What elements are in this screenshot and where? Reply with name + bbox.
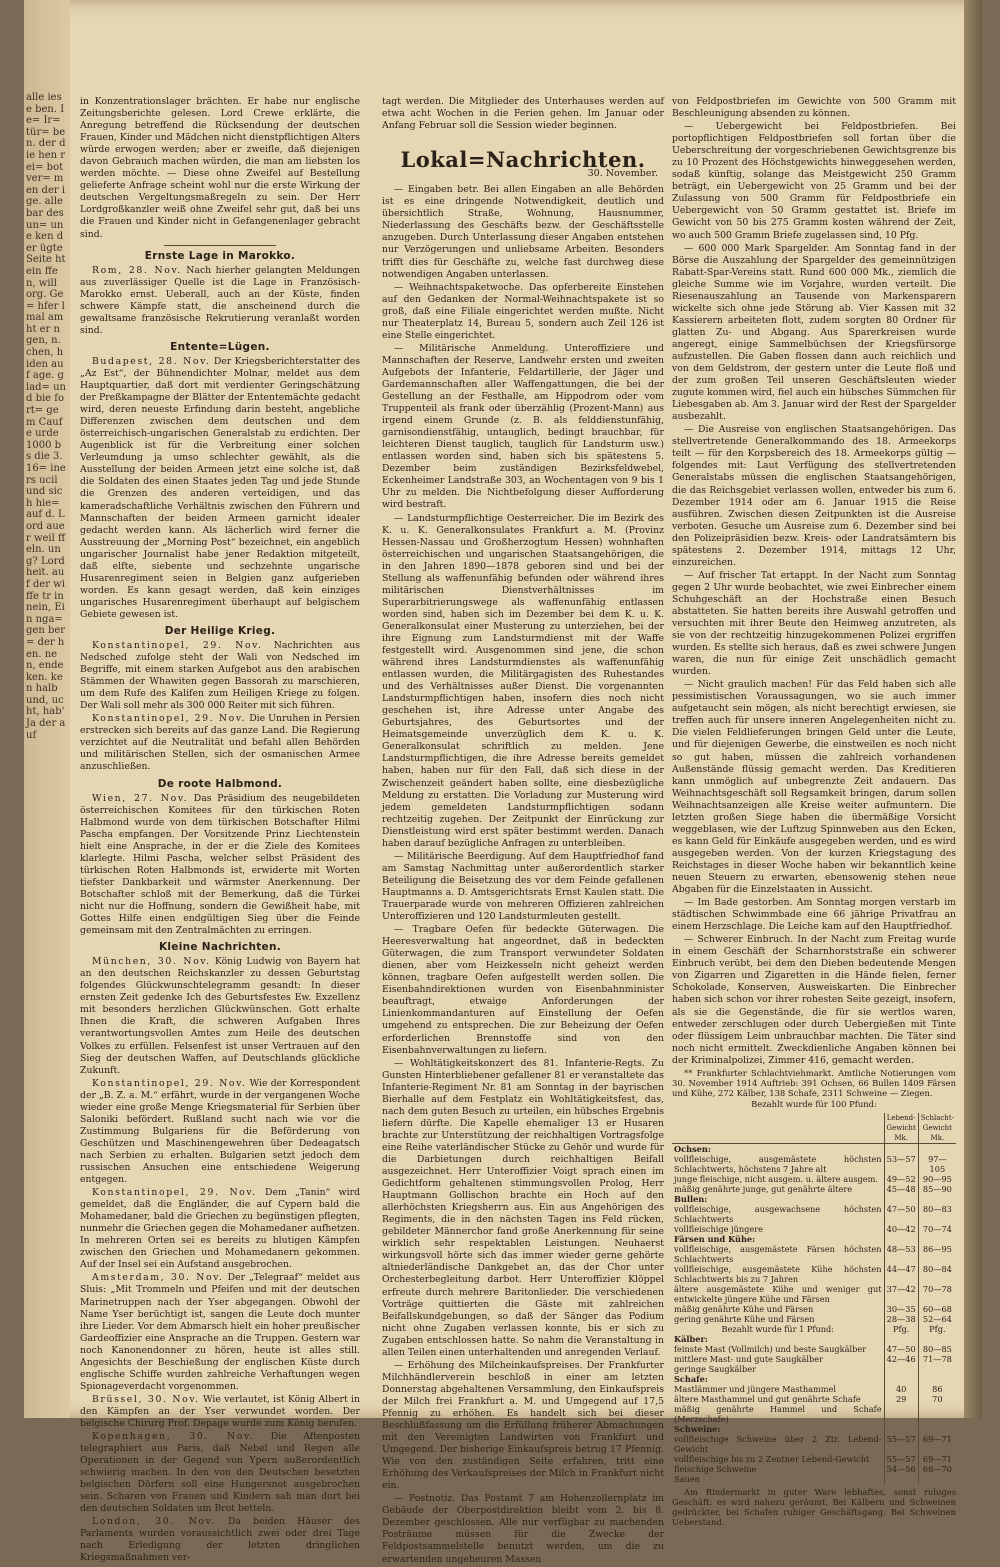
price-row-label: ältere Masthammel und gut genährte Schafe <box>674 1393 861 1404</box>
headline-kleine-nachrichten: Kleine Nachrichten. <box>158 941 282 954</box>
table-row <box>672 1314 956 1324</box>
local-item: — 600 000 Mark Spargelder. Am Sonntag fand in der Börse die Auszahlung der Spargelder des gemeinnützigen Rabatt-Spar-Vereins statt. Rund 600 000 Mk., ziemlich die gleiche Summe wie im Vorjahre, wurden verteilt. Die Riesenauszahlung an Tausende von Markensparern wickelte sich ohne jede Störung ab. Vier Kassen mit 32 Kassierern arbeiteten flott, zudem sorgten 80 Ordner für glatten Zu- und Abgang. Aus Sparerkreisen wurde angeregt, einige Sammelbüchsen der Kriegsfürsorge aufzustellen. Die Gaben flossen dann auch reichlich und von dem Geldstrom, der gestern unter die Leute floß und der zum großen Teil unseren Geschäftsleuten wieder zugute kommen wird, fiel auch ein hübsches Sümmchen für Liebesgaben ab. Am 3. Januar wird der Rest der Spargelder ausbezahlt. <box>672 242 956 423</box>
price-slaughter-weight: 70 <box>918 1394 956 1404</box>
news-item <box>80 1431 360 1515</box>
price-row-label: Färsen und Kühe: <box>674 1233 756 1244</box>
price-row-label: mittlere Mast- und gute Saugkälber <box>674 1353 824 1364</box>
price-slaughter-weight: Pfg. <box>918 1324 956 1334</box>
price-row-label: feinste Mast (Vollmilch) und beste Saugkälber <box>674 1343 867 1354</box>
news-item <box>80 956 360 1076</box>
local-item: — Auf frischer Tat ertappt. In der Nacht zum Sonntag gegen 2 Uhr wurde beobachtet, wie zwei Einbrecher einem Schuhgeschäft an der Hochstraße einen Besuch abstatteten. Sie hatten bereits ihre Auswahl getroffen und versuchten mit ihrer Beute den Heimweg anzutreten, als sie von der rechtzeitig hinzugekommenen Polizei ergriffen wurden. Es stellte sich heraus, daß es zwei schwere Jungen waren, die nun für einige Zeit unschädlich gemacht wurden. <box>672 569 956 678</box>
price-live-weight: 30—35 <box>884 1304 918 1314</box>
table-row <box>672 1154 956 1174</box>
article-heilig-1 <box>80 640 360 712</box>
table-row <box>672 1424 956 1434</box>
price-live-weight: 40—42 <box>884 1224 918 1234</box>
price-row-label: gering genährte Kühe und Färsen <box>674 1313 815 1324</box>
price-slaughter-weight <box>918 1374 956 1384</box>
price-live-weight: 48—53 <box>884 1244 918 1264</box>
table-row <box>672 1204 956 1224</box>
article-halbmond <box>80 793 360 938</box>
article-continuation: in Konzentrationslager brächten. Er habe nur englische Zeitungsberichte gelesen. Lord Crewe erklärte, die Anregung betreffend die Rücksendung der deutschen Frauen, Kinder und Mädchen nicht dienstpflichtigen Alters würde erwogen werden; aber er zweifle, daß diejenigen davon Gebrauch machen würden, die man am liebsten los werden möchte. — Diese ohne Zweifel auf Bestellung gelieferte Anfrage scheint wohl nur die erste Wirkung der deutschen Vergeltungsmaßregeln zu sein. Der Herr Lordgroßkanzler weiß ohne Zweifel sehr gut, daß bei uns die Frauen und Kinder nicht in Gefangenenlager gebracht sind. <box>80 96 360 240</box>
price-row-label: geringe Saugkälber <box>674 1363 757 1374</box>
table-row <box>672 1324 956 1334</box>
dateline: Kopenhagen, 30. Nov. <box>92 1431 255 1443</box>
section-date: 30. November. <box>587 168 658 180</box>
table-row <box>672 1384 956 1394</box>
price-slaughter-weight <box>918 1364 956 1374</box>
divider <box>164 245 276 246</box>
previous-page-edge <box>24 0 70 1418</box>
price-row-label: Schweine: <box>674 1423 721 1434</box>
price-row-label: vollfleischige, ausgemästete Kühe höchsten Schlachtwerts bis zu 7 Jahren <box>674 1263 882 1284</box>
local-item: — Tragbare Oefen für bedeckte Güterwagen. Die Heeresverwaltung hat angeordnet, daß in bedeckten Güterwagen, die zum Transport verwundeter Soldaten dienen, aber vom Heizkesseln nicht geheizt werden können, tragbare Oefen aufgestellt werden sollen. Die Eisenbahndirektionen wurden von Eisenbahnminister beauftragt, etwaige Anforderungen der Linienkommandanturen auf Einstellung der Oefen umgehend zu entsprechen. Die zur Beheizung der Oefen erforderlichen Brennstoffe sind von den Eisenbahnverwaltungen zu liefern. <box>382 924 664 1056</box>
price-live-weight: 53—57 <box>884 1154 918 1174</box>
price-live-weight <box>884 1404 918 1424</box>
table-row <box>672 1234 956 1244</box>
article-text: Das Präsidium des neugebildeten österreichischen Komitees für den türkischen Roten Halbmond wurde von dem türkischen Botschafter Hilmi Pascha empfangen. Der Vorsitzende Prinz Liechtenstein hielt eine Ansprache, in der er die Ziele des Komitees klarlegte. Hilmi Pascha, welcher selbst Präsident des türkischen Roten Halbmonds ist, erwiderte mit Worten tiefster Dankbarkeit und wärmster Anerkennung. Der Botschafter schloß mit der Bemerkung, daß die Türkei nicht nur die Hoffnung, sondern die Gewißheit habe, mit Gottes Hilfe einen endgültigen Sieg über die Feinde gemeinsam mit den Zentralmächten zu erringen. <box>80 792 360 937</box>
article-text: Die Unruhen in Persien erstrecken sich bereits auf das ganze Land. Die Regierung verzichtet auf die Neutralität und befahl allen Behörden und militärischen Stellen, sich der osmanischen Armee anzuschließen. <box>80 713 360 773</box>
headline-marokko: Ernste Lage in Marokko. <box>144 249 296 262</box>
table-row <box>672 1244 956 1264</box>
price-slaughter-weight: 80—84 <box>918 1264 956 1284</box>
table-row <box>672 1374 956 1384</box>
headline-halbmond: De roote Halbmond. <box>157 777 283 790</box>
dateline: London, 30. Nov. <box>92 1516 216 1528</box>
price-slaughter-weight: 60—68 <box>918 1304 956 1314</box>
price-live-weight: 47—50 <box>884 1204 918 1224</box>
price-live-weight: 42—46 <box>884 1354 918 1364</box>
local-item: — Militärische Beerdigung. Auf dem Hauptfriedhof fand am Samstag Nachmittag unter außerordentlich starker Beteiligung die Beisetzung des vor dem Feinde gefallenen Hauptmanns a. D. Amtsgerichtsrats Ernst Kaulen statt. Die Trauerparade wurde von mehreren Offizieren zahlreichen Unteroffizieren und 120 Landsturmleuten gestellt. <box>382 850 664 923</box>
local-item: — Militärische Anmeldung. Unteroffiziere und Mannschaften der Reserve, Landwehr ersten und zweiten Aufgebots der Infanterie, Feldartillerie, der Jäger und Gardemannschaften aller Waffengattungen, die bei der Gestellung an der Festhalle, am Hippodrom oder vom Truppenteil als frank oder überzählig (Prozent-Mann) aus irgend einem Grunde (z. B. als felddienstunfähig, garnisondienstfähig, untauglich, bedingt brauchbar, für leichteren Dienst tauglich, tauglich für Landsturm usw.) entlassen worden sind, haben sich bis spätestens 5. Dezember beim zuständigen Bezirksfeldwebel, Eckenheimer Landstraße 303, an Wochentagen von 9 bis 1 Uhr zu melden. Die Nichtbefolgung dieser Aufforderung wird bestraft. <box>382 342 664 511</box>
price-live-weight: Pfg. <box>884 1324 918 1334</box>
newspaper-page <box>24 0 982 1565</box>
article-text: Nachrichten aus Nedsched zufolge steht der Wali von Nedsched im Begriffe, mit einem starken Aufgebot aus den arabischen Stämmen der Whawiten gegen Bassorah zu marschieren, um dem Rufe des Kalifen zum Heiligen Kriege zu folgen. Der Wali soll mehr als 300 000 Reiter mit sich führen. <box>80 640 360 712</box>
article-text: Die Aftenposten telegraphiert aus Paris, daß Nebel und Regen alle Operationen in der Gegend von Ypern außerordentlich schwierig machen. In den von den Deutschen besetzten belgischen Dörfern soll eine Hungersnot ausgebrochen sein. Scharen von Frauen und Kindern sah man dort bei den deutschen Soldaten um Brot betteln. <box>80 1431 360 1515</box>
price-live-weight <box>884 1374 918 1384</box>
price-slaughter-weight: 68—70 <box>918 1464 956 1474</box>
article-text: Wie der Korrespondent der „B. Z. a. M.“ erfährt, wurde in der vergangenen Woche wieder eine große Menge Kriegsmaterial für Serbien über Saloniki befördert. Rußland sucht nach wie vor die Zustimmung Bulgariens für die Beförderung von Geschützen und Maschinengewehren über Dedeagatsch nach Serbien zu erhalten. Bulgarien setzt jedoch dem russischen Ansuchen eine entschiedene Weigerung entgegen. <box>80 1077 360 1186</box>
price-live-weight <box>884 1474 918 1484</box>
price-slaughter-weight: 86 <box>918 1384 956 1394</box>
table-header-row <box>672 1113 956 1144</box>
local-item: — Erhöhung des Milcheinkaufspreises. Der Frankfurter Milchhändlerverein beschloß in einer am letzten Donnerstag abgehaltenen Versammlung, den Einkaufspreis der Milch frei Frankfurt a. M. und Umgegend auf 17,5 Pfennig zu erhöhen. Es handelt sich bei dieser Beschlußfassung um die Erfüllung früherer Abmachungen mit den Vereinigten Landwirten von Frankfurt und Umgegend. Der bisherige Einkaufspreis betrug 17 Pfennig. Wie von den zuständigen Seite erfahren, tritt eine Erhöhung des Verkaufspreises der Milch in Frankfurt nicht ein. <box>382 1359 664 1492</box>
price-row-label: junge fleischige, nicht ausgem. u. ältere ausgem. <box>674 1173 879 1184</box>
local-item: — Eingaben betr. Bei allen Eingaben an alle Behörden ist es eine dringende Notwendigkeit, deutlich und übersichtlich Straße, Wohnung, Hausnummer, Niederlassung des Geschäfts bezw. der Geschäftsstelle anzugeben. Durch Unterlassung dieser Angaben entstehen nur Verzögerungen und unliebsame Arbeiten. Besonders trifft dies für Geschäfte zu, welche fast durchweg diese notwendigen Angaben unterlassen. <box>382 184 664 280</box>
price-row-label: vollfleischige, ausgemästete höchsten Schlachtwerts, höchstens 7 Jahre alt <box>674 1153 882 1174</box>
price-live-weight <box>884 1364 918 1374</box>
news-item <box>80 1078 360 1186</box>
price-live-weight <box>884 1143 918 1154</box>
table-row <box>672 1184 956 1194</box>
dateline: Konstantinopel, 29. Nov. <box>92 713 247 725</box>
headline-heiliger-krieg: Der Heilige Krieg. <box>164 624 276 637</box>
table-row <box>672 1334 956 1344</box>
price-row-label: Bullen: <box>674 1193 708 1204</box>
price-slaughter-weight: 97—105 <box>918 1154 956 1174</box>
livestock-price-table <box>672 1113 956 1484</box>
price-live-weight: 49—52 <box>884 1174 918 1184</box>
table-row <box>672 1464 956 1474</box>
table-row <box>672 1364 956 1374</box>
price-row-label: vollfleischige Schweine über 2 Ztr. Lebend-Gewicht <box>674 1433 882 1454</box>
table-row <box>672 1344 956 1354</box>
price-slaughter-weight: 69—71 <box>918 1454 956 1464</box>
table-header-label <box>672 1113 884 1144</box>
price-live-weight: 28—38 <box>884 1314 918 1324</box>
price-slaughter-weight <box>918 1424 956 1434</box>
local-item: — Postnotiz. Das Postamt 7 am Hohenzollernplatz im Gebäude der Oberpostdirektion bleibt vom 2. bis 8. Dezember geschlossen. Alle nur verfügbar zu machenden Posträume müssen für die Zwecke der Feldpostsammelstelle benutzt werden, um die zu erwartenden ungeheuren Massen <box>382 1493 664 1565</box>
price-slaughter-weight <box>918 1143 956 1154</box>
price-live-weight: 55—57 <box>884 1454 918 1464</box>
dateline: München, 30. Nov. <box>92 956 211 968</box>
table-row <box>672 1224 956 1234</box>
price-row-label: vollfleischige, ausgemästete Färsen höchsten Schlachtwerts <box>674 1243 882 1264</box>
price-row-label: mäßig genährte Kühe und Färsen <box>674 1303 814 1314</box>
price-live-weight: 55—57 <box>884 1434 918 1454</box>
price-row-label: Bezahlt wurde für 1 Pfund: <box>721 1323 834 1334</box>
article-text: Wie verlautet, ist König Albert in den Kämpfen an der Yser verwundet worden. Der belgische Chirurg Prof. Depage wurde zum König berufen. <box>80 1393 360 1429</box>
article-entente <box>80 356 360 621</box>
article-text: König Ludwig von Bayern hat an den deutschen Reichskanzler zu dessen Geburtstag folgendes Glückwunschtelegramm gesandt: In dieser ernsten Zeit gedenke Ich des Geburtsfestes Ew. Exzellenz mit besonders herzlichen Glückwünschen. Gott erhalte Ihnen die Kraft, die schweren Aufgaben Ihres verantwortungsvollen Amtes zum Heile des deutschen Volkes zu erfüllen. Felsenfest ist unser Vertrauen auf den Sieg der deutschen Waffen, auf Deutschlands glückliche Zukunft. <box>80 956 360 1076</box>
local-item: — Weihnachtspaketwoche. Das opferbereite Einstehen auf den Gedanken der Normal-Weihnachtspakete ist so groß, daß eine Filiale eingerichtet werden mußte. Nicht nur Theaterplatz 14, Bureau 5, sondern auch Zeil 126 ist eine Stelle eingerichtet. <box>382 281 664 341</box>
price-row-label: vollfleischige bis zu 2 Zentner Lebend-Gewicht <box>674 1453 870 1464</box>
headline-entente: Entente=Lügen. <box>170 340 270 353</box>
price-live-weight: 47—50 <box>884 1344 918 1354</box>
price-live-weight: 40 <box>884 1384 918 1394</box>
price-live-weight <box>884 1234 918 1244</box>
local-item: — Im Bade gestorben. Am Sonntag morgen verstarb im städtischen Schwimmbade eine 66 jährige Privatfrau an einem Herzschlage. Die Leiche kam auf den Hauptfriedhof. <box>672 897 956 933</box>
header-live-weight: Lebend-Gewicht Mk. <box>884 1113 918 1144</box>
table-row <box>672 1454 956 1464</box>
article-text: Der Kriegsberichterstatter des „Az Est“, der Bühnendichter Molnar, meldet aus dem Hauptquartier, daß dort mit verdienter Geringschätzung der Preßkampagne der Blätter der Ententemächte gedacht wird, deren neueste Erfindung darin besteht, angebliche Differenzen zwischen dem deutschen und dem österreichisch-ungarischen Generalstab zu erdichten. Der Augenblick ist für die Verbreitung einer solchen Verleumdung ja umso schlechter gewählt, als die Ausstellung der beiden Armeen jetzt eine solche ist, daß die Soldaten des einen Staates jeden Tag und jede Stunde die Grenzen des anderen verteidigen, und das kameradschaftliche Verhältnis zwischen den Führern und Mannschaften der beiden Armeen garnicht idealer gedacht werden kann. Als lächerlich wird ferner die Ausstreuung der „Morning Post“ bezeichnet, ein angeblich ungarischer Journalist habe jener Redaktion mitgeteilt, daß elfte, siebente und sechzehnte ungarische Husarenregiment seien in Belgien ganz aufgerieben worden. Es kann gesagt werden, daß kein einziges ungarisches Husarenregiment überhaupt auf belgischem Gebiete gewesen ist. <box>80 355 360 620</box>
table-row <box>672 1394 956 1404</box>
price-row-label: mäßig genährte junge, gut genährte ältere <box>674 1183 853 1194</box>
market-report-intro: ** Frankfurter Schlachtviehmarkt. Amtliche Notierungen vom 30. November 1914 Auftrieb: 391 Ochsen, 66 Bullen 1409 Färsen und Kühe, 272 Kälber, 138 Schafe, 2311 Schweine — Ziegen. <box>672 1067 956 1099</box>
price-row-label: fleischige Schweine <box>674 1463 757 1474</box>
price-slaughter-weight: 52—64 <box>918 1314 956 1324</box>
dateline: Budapest, 28. Nov. <box>92 355 211 367</box>
price-live-weight: 29 <box>884 1394 918 1404</box>
price-row-label: Ochsen: <box>674 1143 711 1154</box>
price-row-label: Schafe: <box>674 1373 708 1384</box>
article-continuation: tagt werden. Die Mitglieder des Unterhauses werden auf etwa acht Wochen in die Ferien gehen. Im Januar oder Anfang Februar soll die Session wieder beginnen. <box>382 96 664 132</box>
article-text: Dem „Tanin“ wird gemeldet, daß die Engländer, die auf Cypern bald die Mohamedaner, bald die Griechen zu begünstigen pflegten, nunmehr die Griechen gegen die Mohamedaner aufhetzen. In mehreren Orten sei es bereits zu blutigen Kämpfen zwischen den Griechen und Mohamedanern gekommen. Auf der Insel sei ein Aufstand ausgebrochen. <box>80 1187 360 1271</box>
table-row <box>672 1434 956 1454</box>
price-row-label: vollfleischige jüngere <box>674 1223 764 1234</box>
price-slaughter-weight: 86—95 <box>918 1244 956 1264</box>
local-item: — Uebergewicht bei Feldpostbriefen. Bei portopflichtigen Feldpostbriefen soll fortan über die Ueberschreitung der vorgeschriebenen Gewichtsgrenze bis zu 10 Prozent des Höchstgewichts hinweggesehen werden, sodaß künftig, solange das Meistgewicht 250 Gramm beträgt, ein Uebergewicht von 25 Gramm und bei der Zulassung von 500 Gramm für Feldpostbriefe ein Uebergewicht von 50 Gramm gestattet ist. Briefe im Gewicht von 50 bis 275 Gramm kosten während der Zeit, wo auch 500 Gramm Briefe zugelassen sind, 10 Pfg. <box>672 121 956 241</box>
price-live-weight <box>884 1424 918 1434</box>
section-masthead: Lokal=Nachrichten. <box>400 147 646 173</box>
table-row <box>672 1143 956 1154</box>
price-live-weight: 54—56 <box>884 1464 918 1474</box>
column-2 <box>382 96 664 1567</box>
article-continuation: von Feldpostbriefen im Gewichte von 500 Gramm mit Beschleunigung absenden zu können. <box>672 96 956 120</box>
article-marokko <box>80 265 360 337</box>
price-slaughter-weight: 90—95 <box>918 1174 956 1184</box>
price-live-weight <box>884 1334 918 1344</box>
table-row <box>672 1284 956 1304</box>
price-slaughter-weight: 69—71 <box>918 1434 956 1454</box>
local-item: — Die Ausreise von englischen Staatsangehörigen. Das stellvertretende Generalkommando des 18. Armeekorps teilt — für den Korpsbereich des 18. Armeekorps gültig — folgendes mit: Laut Verfügung des stellvertretenden Generalstabs müssen die englischen Staatsangehörigen, die das Reichsgebiet verlassen wollen, entweder bis zum 6. Dezember 1914 oder am 6. Januar 1915 die Reise ausführen. Zwischen diesen Zeitpunkten ist die Ausreise verboten. Gesuche um Ausreise zum 6. Dezember sind bei den Polizeipräsidien bezw. Kreis- oder Landratsämtern bis spätestens 2. Dezember 1914, mittags 12 Uhr, einzureichen. <box>672 424 956 568</box>
column-1 <box>80 96 360 1566</box>
news-item <box>80 1516 360 1564</box>
price-row-label: Kälber: <box>674 1333 708 1344</box>
local-item: — Schwerer Einbruch. In der Nacht zum Freitag wurde in einem Geschäft der Scharnhorststraße ein schwerer Einbruch verübt, bei dem den Dieben bedeutende Mengen von Zigarren und Zigaretten in die Hände fielen, ferner Schokolade, Konserven, Ausweiskarten. Die Einbrecher haben sich schon vor ihrer rohesten Seite gezeigt, insofern, als sie die Gegenstände, die für sie wertlos waren, entweder zerschlugen oder durch Uebergießen mit Tinte oder flüssigem Leim unbrauchbar machten. Die Täter sind noch nicht ermittelt. Zweckdienliche Angaben können bei der Kriminalpolizei, Zimmer 416, gemacht werden. <box>672 934 956 1066</box>
news-item <box>80 1394 360 1430</box>
table-row <box>672 1264 956 1284</box>
price-row-label: ältere ausgemästete Kühe und weniger gut entwickelte jüngere Kühe und Färsen <box>674 1283 882 1304</box>
price-slaughter-weight <box>918 1334 956 1344</box>
dateline: Wien, 27. Nov. <box>92 792 189 804</box>
article-text: Nach hierher gelangten Meldungen aus zuverlässiger Quelle ist die Lage in Französisch-Marokko ernst. Ueberall, auch an der Küste, finden schwere Kämpfe statt, die anscheinend durch die gewaltsame französische Rekrutierung veranlaßt worden sind. <box>80 264 360 336</box>
table-row <box>672 1474 956 1484</box>
dateline: Konstantinopel, 29. Nov. <box>92 640 263 652</box>
table-row <box>672 1304 956 1314</box>
article-heilig-2 <box>80 713 360 773</box>
table-row <box>672 1354 956 1364</box>
dateline: Rom, 28. Nov. <box>92 264 182 276</box>
price-slaughter-weight <box>918 1194 956 1204</box>
price-slaughter-weight <box>918 1474 956 1484</box>
news-item <box>80 1187 360 1271</box>
price-row-label: Sauen <box>674 1473 700 1484</box>
local-item: — Nicht graulich machen! Für das Feld haben sich alle pessimistischen Voraussagungen, wo sie auch immer aufgetaucht sein mögen, als nicht berechtigt erwiesen, sie treffen auch für unsere inneren Angelegenheiten nicht zu. Die vielen Feldlieferungen bringen Geld unter die Leute, und für diejenigen Gewerbe, die einstweilen es noch nicht so gut haben, müssen die zahlreich vorhandenen Außenstände flüssig gemacht werden. Das Kreditieren kann unmöglich auf unbegrenzte Zeit andauern. Das Weihnachtsgeschäft soll Regsamkeit bringen, darum sollen Weihnachtsanzeigen alle Kreise weiter aufmuntern. Die letzten großen Siege haben die übermäßige Vorsicht weggeblasen, wie der Luftzug Spinnweben aus den Ecken, es kann Geld für Einkäufe ausgegeben werden, und es wird ausgegeben werden. Von der kurzen Kriegstagung des Reichstages in dieser Woche haben wir bekanntlich keine neuen Steuern zu erwarten, ebensowenig stehen neue Abgaben für die Einzelstaaten in Aussicht. <box>672 679 956 896</box>
price-row-label: Mastlämmer und jüngere Masthammel <box>674 1383 836 1394</box>
dateline: Brüssel, 30. Nov. <box>92 1393 200 1405</box>
price-slaughter-weight: 85—90 <box>918 1184 956 1194</box>
local-item: — Wohltätigkeitskonzert des 81. Infanterie-Regts. Zu Gunsten Hinterbliebener gefallener 81 er veranstaltete das Infanterie-Regiment Nr. 81 am Sonntag in der bayrischen Bierhalle auf dem Festplatz ein Wohltätigkeitsfest, das, nach dem guten Besuch zu urteilen, ein hübsches Ergebnis liefern dürfte. Die Kapelle ehemaliger 13 er Husaren brachte zur Unterstützung der reichhaltigen Vortragsfolge eine Reihe vaterländischer Stücke zu Gehör und wurde für die Darbietungen durch reichhaltigen Beifall ausgezeichnet. Herr Unteroffizier Voigt sprach einen im Gedichtform gehaltenen stimmungsvollen Prolog, Herr Hauptmann Gollischon brachte ein Hoch auf den allerhöchsten Kriegsherrn aus. Ein aus Angehörigen des Regiments, die in den nächsten Tagen ins Feld rücken, gebildeter Männerchor fand große Anerkennung für seine wirklich sehr respektablen Leistungen. Neuhaerst wirkungsvoll hörte sich das immer wieder gerne gehörte altniederländische Dankgebet an, das der Chor unter Orchesterbegleitung darbot. Herr Unteroffizier Klöppel erfreute durch mehrere Baritonlieder. Die verschiedenen Vorträge quittierten die Gäste mit zahlreichen Beifallskundgebungen, so daß der Sänger das Podium nicht ohne Zugaben verlassen konnte, bis er sich zu Zugaben entschlossen hatte. So nahm die Veranstaltung in allen Teilen einen unterhaltenden und anregenden Verlauf. <box>382 1057 664 1358</box>
dateline: Konstantinopel, 29. Nov. <box>92 1077 247 1089</box>
price-row-label: vollfleischige, ausgewachsene höchsten Schlachtwerts <box>674 1203 882 1224</box>
market-report-summary: Am Rindermarkt in guter Ware lebhaftes, sonst ruhiges Geschäft: es wird nahezu geräumt. Bei Kälbern und Schweinen gedrückter, bei Schafen ruhiger Geschäftsgang. Bei Schweinen Ueberstand. <box>672 1486 956 1528</box>
price-slaughter-weight: 80—83 <box>918 1204 956 1224</box>
news-item <box>80 1272 360 1392</box>
price-slaughter-weight <box>918 1234 956 1244</box>
market-report-subheading: Bezahlt wurde für 100 Pfund: <box>751 1099 877 1110</box>
table-row <box>672 1404 956 1424</box>
article-text: Der „Telegraaf“ meldet aus Sluis: „Mit Trommeln und Pfeifen und mit der deutschen Marinetruppen nach der Yser abgegangen. Obwohl der Name Yser berüchtigt ist, sangen die Leute doch munter ihre Lieder. Vor dem Abmarsch hielt ein hoher preußischer Gardeoffizier eine Ansprache an die Truppen. Gestern war noch Kanonendonner zu hören, heute ist alles still. Angesichts der Beschießung der englischen Küste durch englische Schiffe wurden zahlreiche Verhaftungen wegen Spionageverdacht vorgenommen. <box>80 1272 360 1392</box>
local-item: — Landsturmpflichtige Oesterreicher. Die im Bezirk des K. u. K. Generalkonsulates Frankfurt a. M. (Provinz Hessen-Nassau und Großherzogtum Hessen) wohnhaften österreichischen und ungarischen Staatsangehörigen, die in den Jahren 1890—1878 geboren sind und bei der Stellung als waffenunfähig befunden oder während ihres militärischen Dienstverhältnisses im Superarbitrierungswege als waffenunfähig entlassen worden sind, haben sich im Dezember bei dem K. u. K. Generalkonsulat einer Musterung zu unterziehen, bei der ihre Eignung zum Landsturmdienst mit der Waffe festgestellt wird. Ausgenommen sind jene, die schon während ihres Landsturmdienstes als waffenunfähig entlassen wurden, die Militärgagisten des Ruhestandes und des Verhältnisses außer Dienst. Die vorgenannten Landsturmpflichtigen haben, insofern dies noch nicht geschehen ist, ihre Adresse unter Angabe des Geburtsjahres, des Geburtsortes und der Heimatsgemeinde unverzüglich dem K. u. K. Generalkonsulat schriftlich zu melden. Jene Landsturmpflichtigen, die ihre Adresse bereits gemeldet haben, haben nur für den Fall, daß sich diese in der Zwischenzeit geändert haben sollte, eine diesbezügliche Meldung zu erstatten. Die Vorladung zur Musterung wird jedem gemeldeten Landsturmpflichtigen sodann rechtzeitig zugehen. Der Zeitpunkt der Einrückung zur Dienstleistung wird erst später bestimmt werden. Danach haben darauf bezügliche Anfragen zu unterbleiben. <box>382 512 664 849</box>
table-row <box>672 1174 956 1184</box>
previous-page-fragments: alle iese ben. Ie= Ir= tür= ben. der die hen rei= bot ver= men der ige. alle bar des un= une ken der ügte Seite ht ein ffen, will org. Ge= hfer lmal am ht er ngen, n. chen, hiden auf age. glad= und bie fort= gem Caufe urde 1000 bs die 3. 16= iners ucil und sich hie= auf d. Lord auer weil ffeln. ung? Lord heit. auf der wiffe tr in nein, Ein nga= gen ber= der hen. nen, ende ken. ken halb und, ucht, hab' Ja der auf <box>26 92 66 741</box>
dateline: Amsterdam, 30. Nov. <box>92 1272 224 1284</box>
header-slaughter-weight: Schlacht-Gewicht Mk. <box>918 1113 956 1144</box>
price-live-weight: 37—42 <box>884 1284 918 1304</box>
price-live-weight: 45—48 <box>884 1184 918 1194</box>
price-slaughter-weight <box>918 1404 956 1424</box>
article-text: Da beiden Häuser des Parlaments wurden voraussichtlich zwei oder drei Tage nach Erledigung der letzten dringlichen Kriegsmaßnahmen ver- <box>80 1516 360 1564</box>
price-slaughter-weight: 80—85 <box>918 1344 956 1354</box>
price-live-weight: 44—47 <box>884 1264 918 1284</box>
page-edge-shadow <box>964 0 982 1418</box>
dateline: Konstantinopel, 29. Nov. <box>92 1187 257 1199</box>
price-row-label: mäßig genährte Hammel und Schafe (Merzschafe) <box>674 1403 882 1424</box>
price-slaughter-weight: 70—74 <box>918 1224 956 1234</box>
table-row <box>672 1194 956 1204</box>
price-slaughter-weight: 70—78 <box>918 1284 956 1304</box>
price-live-weight <box>884 1194 918 1204</box>
column-3 <box>672 96 956 1528</box>
price-slaughter-weight: 71—78 <box>918 1354 956 1364</box>
